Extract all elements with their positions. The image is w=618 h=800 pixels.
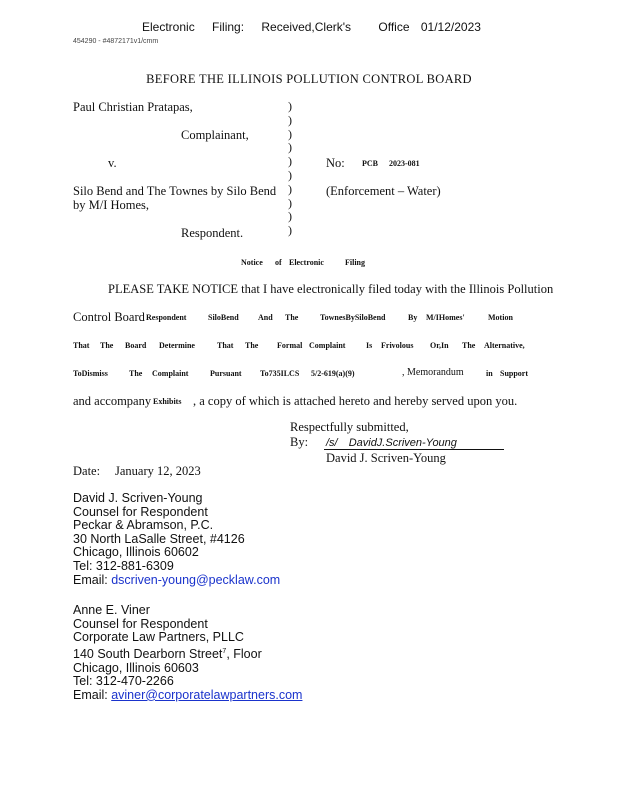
- page-title: BEFORE THE ILLINOIS POLLUTION CONTROL BOARD: [146, 72, 472, 86]
- printed-name: David J. Scriven-Young: [326, 451, 446, 465]
- banner-office: Office: [378, 20, 410, 34]
- counsel-block-2: [73, 604, 302, 702]
- versus: v.: [108, 156, 117, 170]
- notice-heading: Notice of Electronic Filing: [241, 258, 366, 267]
- counsel-email-label: Email:: [73, 572, 112, 587]
- counsel-floor: , Floor: [226, 646, 262, 661]
- document-id: 454290 - #4872171v1/cmm: [73, 38, 159, 45]
- body-line-1: PLEASE TAKE NOTICE that I have electronically filed today with the Illinois Pollution: [108, 282, 554, 296]
- counsel-name: David J. Scriven-Young: [73, 491, 203, 505]
- body-line-2-start: Control Board: [73, 310, 145, 324]
- case-type: (Enforcement – Water): [326, 184, 441, 198]
- respondent-label: Respondent.: [181, 226, 244, 240]
- counsel-firm: Corporate Law Partners, PLLC: [73, 630, 244, 645]
- closing: Respectfully submitted,: [290, 420, 409, 434]
- banner-date: 01/12/2023: [420, 20, 481, 34]
- case-no-label: No:: [326, 156, 345, 170]
- body-memorandum: , Memorandum: [402, 367, 464, 378]
- counsel-city: Chicago, Illinois 60603: [73, 660, 199, 675]
- caption-parens: ) ) ) ) ) ) ) ) ) ): [288, 99, 292, 238]
- body-exhibits: Exhibits: [153, 397, 182, 406]
- banner-electronic: Electronic: [142, 20, 195, 34]
- filing-banner: [142, 20, 495, 34]
- counsel-street: 140 South Dearborn Street: [73, 646, 223, 661]
- complainant-label: Complainant,: [181, 128, 249, 142]
- respondent-name-line2: by M/I Homes,: [73, 198, 150, 212]
- respondent-name-line1: Silo Bend and The Townes by Silo Bend: [73, 184, 277, 198]
- counsel-role: Counsel for Respondent: [73, 616, 208, 631]
- counsel-email-link[interactable]: aviner@corporatelawpartners.com: [111, 687, 303, 702]
- counsel-tel: Tel: 312-470-2266: [73, 674, 174, 689]
- signature-line: [324, 437, 504, 450]
- banner-filing: Filing:: [212, 20, 245, 34]
- case-number: 2023-081: [389, 159, 420, 168]
- counsel-role: Counsel for Respondent: [73, 504, 208, 519]
- body-line-5-end: , a copy of which is attached hereto and hereby served upon you.: [193, 394, 518, 408]
- date-label: Date:: [73, 464, 101, 478]
- body-support: Support: [500, 369, 529, 378]
- date-value: January 12, 2023: [115, 464, 201, 478]
- complainant-name: Paul Christian Pratapas,: [73, 100, 193, 114]
- banner-received: Received,Clerk's: [261, 20, 352, 34]
- signature-slash: /s/: [326, 437, 338, 449]
- counsel-city: Chicago, Illinois 60602: [73, 545, 199, 560]
- counsel-email-label: Email:: [73, 687, 112, 702]
- body-in: in: [486, 369, 493, 378]
- counsel-floor-sup: 7: [222, 647, 227, 655]
- case-prefix: PCB: [362, 159, 378, 168]
- body-line-3-words: That The Board Determine That The Formal Complaint Is Frivolous Or,In The Alternative,: [73, 341, 525, 350]
- body-line-2-words: Respondent SiloBend And The TownesBySiloBend By M/IHomes' Motion: [146, 313, 513, 322]
- counsel-email-link[interactable]: dscriven-young@pecklaw.com: [111, 572, 281, 587]
- counsel-firm: Peckar & Abramson, P.C.: [73, 518, 214, 533]
- counsel-block-1: [73, 492, 280, 587]
- counsel-street: 30 North LaSalle Street, #4126: [73, 531, 245, 546]
- by-label: By:: [290, 435, 309, 449]
- counsel-name: Anne E. Viner: [73, 603, 150, 617]
- body-line-4-words: ToDismiss The Complaint Pursuant To735ILCS 5/2-619(a)(9): [73, 369, 355, 378]
- signature-name: DavidJ.Scriven-Young: [348, 437, 457, 449]
- body-line-5-start: and accompany: [73, 394, 152, 408]
- counsel-tel: Tel: 312-881-6309: [73, 558, 174, 573]
